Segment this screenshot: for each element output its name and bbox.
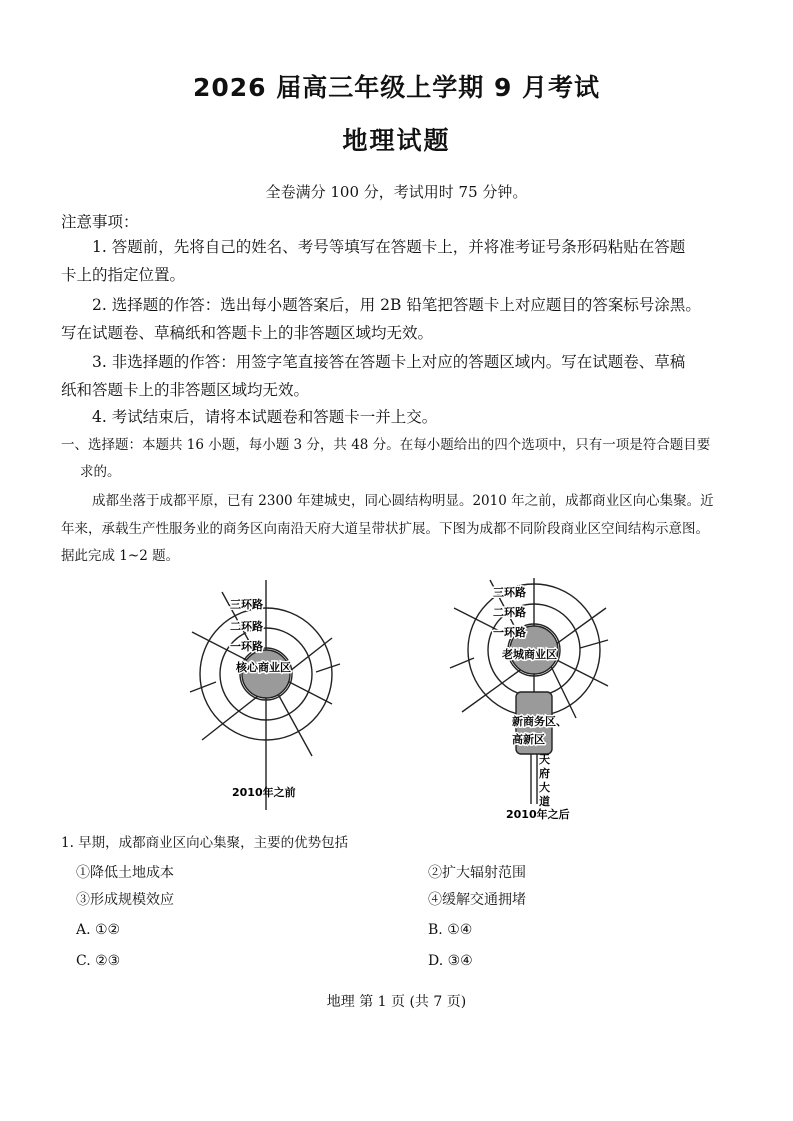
question-1-item-3: ③形成规模效应 [76, 892, 174, 908]
passage-line-3: 据此完成 1~2 题。 [61, 548, 180, 564]
core-business-area [242, 650, 290, 698]
label-ring-2: 二环路 [493, 606, 526, 619]
label-new-zone-line-1: 新商务区、 [512, 715, 567, 728]
passage-line-2: 年来，承载生产性服务业的商务区向南沿天府大道呈带状扩展。下图为成都不同阶段商业区空间结构示意图。 [61, 521, 709, 537]
label-ring-3: 三环路 [493, 586, 526, 599]
caption-after-2010: 2010年之后 [506, 808, 570, 821]
question-1-option-b[interactable]: B. ①④ [428, 922, 473, 938]
notice-item-2-line-1: 2. 选择题的作答：选出每小题答案后，用 2B 铅笔把答题卡上对应题目的答案标号涂黑。 [92, 296, 701, 314]
question-1-option-a[interactable]: A. ①② [76, 922, 121, 938]
label-ring-3: 三环路 [230, 598, 263, 611]
label-new-zone-line-2: 高新区 [512, 733, 545, 746]
page-footer: 地理 第 1 页 (共 7 页) [326, 994, 467, 1010]
label-road-char-2: 府 [539, 767, 550, 780]
question-1-item-2: ②扩大辐射范围 [428, 865, 526, 881]
section-instruction-line-2: 求的。 [80, 464, 121, 480]
label-ring-1: 一环路 [493, 626, 526, 639]
notice-heading: 注意事项： [61, 213, 139, 231]
label-road-char-1: 天 [539, 753, 550, 766]
question-1-option-c[interactable]: C. ②③ [76, 953, 121, 969]
label-road-char-4: 道 [539, 795, 550, 808]
notice-item-3-line-1: 3. 非选择题的作答：用签字笔直接答在答题卡上对应的答题区域内。写在试题卷、草稿 [92, 353, 686, 371]
label-ring-2: 二环路 [230, 620, 263, 633]
section-instruction-line-1: 一、选择题：本题共 16 小题，每小题 3 分，共 48 分。在每小题给出的四个选项中，只有一项是符合题目要 [61, 437, 711, 453]
notice-item-4: 4. 考试结束后，请将本试题卷和答题卡一并上交。 [92, 408, 438, 426]
exam-info: 全卷满分 100 分，考试用时 75 分钟。 [265, 183, 528, 201]
question-1-item-1: ①降低土地成本 [76, 865, 174, 881]
question-1-option-d[interactable]: D. ③④ [428, 953, 473, 969]
notice-item-3-line-2: 纸和答题卡上的非答题区域均无效。 [61, 381, 310, 399]
notice-item-1-line-2: 卡上的指定位置。 [61, 266, 186, 284]
subject-title: 地理试题 [342, 126, 451, 155]
label-road-char-3: 大 [539, 781, 550, 794]
exam-title: 2026 届高三年级上学期 9 月考试 [192, 73, 601, 102]
notice-item-2-line-2: 写在试题卷、草稿纸和答题卡上的非答题区域均无效。 [61, 324, 434, 342]
label-core: 核心商业区 [236, 661, 291, 674]
notice-item-1-line-1: 1. 答题前，先将自己的姓名、考号等填写在答题卡上，并将准考证号条形码粘贴在答题 [92, 238, 686, 256]
label-ring-1: 一环路 [230, 640, 263, 653]
question-1-item-4: ④缓解交通拥堵 [428, 892, 526, 908]
label-old-city-core: 老城商业区 [502, 648, 557, 661]
figure-after-2010 [446, 578, 626, 824]
figure-before-2010 [180, 580, 360, 810]
caption-before-2010: 2010年之前 [232, 786, 296, 799]
question-1-stem: 1. 早期，成都商业区向心集聚，主要的优势包括 [61, 835, 349, 851]
passage-line-1: 成都坐落于成都平原，已有 2300 年建城史，同心圆结构明显。2010 年之前，成都商业区向心集聚。近 [92, 493, 714, 509]
